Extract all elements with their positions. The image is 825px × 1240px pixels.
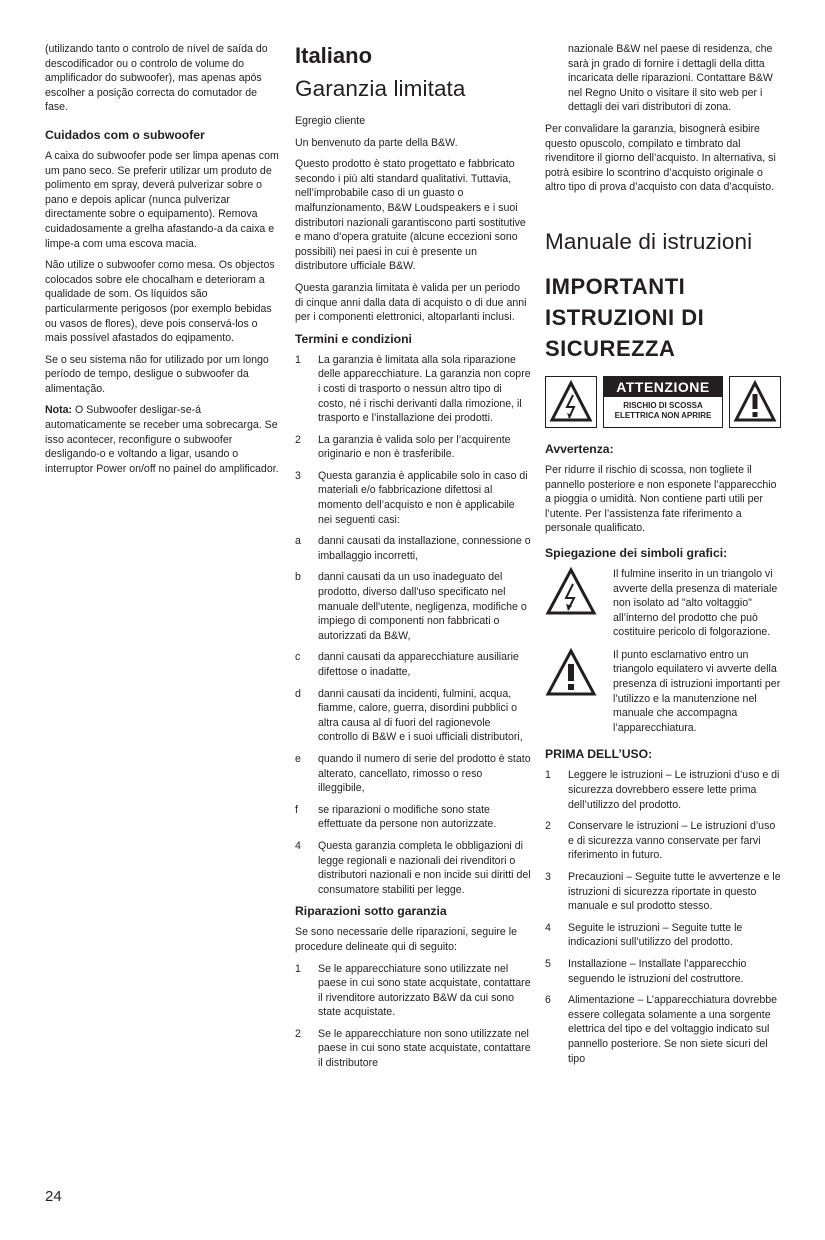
welcome: Un benvenuto da parte della B&W. (295, 136, 458, 149)
list-item-number: c (295, 651, 301, 664)
attention-label: ATTENZIONE (604, 377, 722, 397)
exclamation-box (729, 376, 781, 428)
list-item-text: danni causati da un uso inadeguato del prodotto, diverso dall'uso specificato nel manuale dell'utente, negligenza, modifiche o impiego di componenti non fabbricati o autorizzati da B&W, (318, 571, 527, 642)
column-italian-safety (545, 42, 781, 1073)
list-item-number: 3 (295, 469, 301, 482)
symbols-heading: Spiegazione dei simboli grafici: (545, 545, 728, 560)
list-item-number: d (295, 687, 301, 700)
list-item-number: 2 (295, 1027, 301, 1040)
terms-heading: Termini e condizioni (295, 331, 412, 346)
list-item-number: 6 (545, 994, 551, 1007)
paragraph: Questa garanzia limitata è valida per un periodo di cinque anni dalla data di acquisto o di due anni per i componenti elettronici, altoparlanti inclusi. (295, 281, 527, 324)
list-item-text: se riparazioni o modifiche sono state effettuate da persone non autorizzate. (318, 803, 497, 831)
paragraph: Per convalidare la garanzia, bisognerà esibire questo opuscolo, compilato e timbrato dal rivenditore il giorno dell’acquisto. In alternativa, si potrà esibire lo scontrino d’acquisto originale o altro tipo di prova d’acquisto con data d’acquisto. (545, 122, 776, 194)
list-item (545, 993, 781, 1066)
warning-text: Per ridurre il rischio di scossa, non togliete il pannello posteriore e non esponete l’apparecchio a pioggia o umidità. Non contiene parti utili per l’utente. Per l’assistenza fate riferimento a personale qualificato. (545, 463, 777, 535)
symbol2-text: Il punto esclamativo entro un triangolo equilatero vi avverte della presenza di istruzioni importanti per l’utilizzo e la manutenzione nel manuale che accompagna l’apparecchiatura. (613, 648, 781, 734)
list-item-number: 1 (295, 962, 301, 975)
list-item-text: La garanzia è limitata alla sola riparazione delle apparecchiature. La garanzia non copre i costi di trasporto o nessun altro tipo di costo, né i rischi derivanti dalla rimozione, il trasporto e l’installazione dei prodotti. (318, 353, 531, 425)
lightning-symbol-icon (545, 567, 597, 617)
before-use-list (545, 768, 781, 1066)
list-item (295, 839, 531, 897)
list-item-number: b (295, 571, 301, 584)
list-item-number: 2 (295, 433, 301, 446)
safety-title: IMPORTANTI ISTRUZIONI DI SICUREZZA (545, 273, 705, 361)
paragraph: Questo prodotto è stato progettato e fabbricato secondo i più alti standard qualitativi. Tuttavia, nell’improbabile caso di un guasto o malfunzionamento, B&W Loudspeakers e i suoi distributori nazionali garantiscono parti sostitutive e mano d’opera gratuite (alcune eccezioni sono possibili) nei paesi in cui è presente un distributore ufficiale B&W. (295, 158, 526, 273)
manual-title: Manuale di istruzioni (545, 228, 753, 254)
list-item-text: quando il numero di serie del prodotto è stato alterato, cancellato, rimosso o reso illeggibile, (318, 752, 531, 795)
list-item-text: Questa garanzia è applicabile solo in caso di materiali e/o fabbricazione difettosi al momento dell’acquisto e non è applicabile nei seguenti casi: (318, 469, 528, 526)
column-italian-warranty (295, 42, 531, 1078)
section-heading: Cuidados com o subwoofer (45, 127, 205, 142)
list-item-text: Alimentazione – L’apparecchiatura dovrebbe essere collegata solamente a una sorgente elettrica del tipo e del voltaggio indicato sul pannello posteriore. Se non siete sicuri del tipo (568, 994, 778, 1065)
note-paragraph (45, 403, 281, 476)
list-item-number: a (295, 535, 301, 548)
page-number: 24 (45, 1188, 62, 1205)
note-text: O Subwoofer desligar-se-á automaticamente se receber uma sobrecarga. Se isso acontecer, reconfigure o subwoofer desligando-o e voltando a ligar, usando o interruptor Power on/off no painel do amplificador. (45, 404, 279, 475)
list-item-text: Conservare le istruzioni – Le istruzioni d’uso e di sicurezza vanno conservate per farvi riferimento in futuro. (568, 820, 776, 862)
list-item-text: La garanzia è valida solo per l’acquirente originario e non è trasferibile. (318, 433, 511, 461)
exclamation-triangle-icon (733, 380, 777, 424)
list-item-number: 4 (545, 921, 551, 934)
attention-box (603, 376, 723, 428)
repairs-intro: Se sono necessarie delle riparazioni, seguire le procedure delineate qui di seguito: (295, 926, 518, 953)
list-item (545, 819, 781, 863)
column-portuguese (45, 42, 281, 483)
list-item (295, 803, 531, 832)
paragraph: (utilizando tanto o controlo de nível de saída do descodificador ou o controlo de volume do amplificador do subwoofer), mas apenas após escolher a posição correcta do comutador de fase. (45, 43, 268, 114)
paragraph: Se o seu sistema não for utilizado por um longo período de tempo, desligue o subwoofer da alimentação. (45, 353, 269, 395)
repairs-heading: Riparazioni sotto garanzia (295, 904, 447, 919)
list-item (295, 650, 531, 679)
list-item-number: 1 (295, 353, 301, 366)
warranty-title: Garanzia limitata (295, 76, 466, 101)
lightning-triangle-icon (549, 380, 593, 424)
list-item-number: f (295, 803, 298, 816)
attention-sub: RISCHIO DI SCOSSA ELETTRICA NON APRIRE (614, 400, 712, 420)
list-item-text: Precauzioni – Seguite tutte le avvertenze e le istruzioni di sicurezza riportate in questo manuale e sul prodotto stesso. (568, 871, 781, 913)
before-use-heading: PRIMA DELL’USO: (545, 747, 653, 762)
list-item (545, 870, 781, 914)
greeting: Egregio cliente (295, 115, 366, 127)
warning-heading: Avvertenza: (545, 441, 614, 456)
list-item-text: Se le apparecchiature non sono utilizzate nel paese in cui sono state acquistate, contattare il distributore (318, 1027, 531, 1070)
repairs-list (295, 962, 531, 1071)
symbol1-text: Il fulmine inserito in un triangolo vi avverte della presenza di materiale non isolato ad "alto voltaggio" all’interno del prodotto che può costituire pericolo di folgorazione. (613, 567, 778, 639)
list-item-text: danni causati da apparecchiature ausiliarie difettose o inadatte, (318, 651, 519, 678)
warning-label (545, 374, 781, 430)
list-item-text: Seguite le istruzioni – Seguite tutte le indicazioni sull’utilizzo del prodotto. (568, 921, 743, 949)
note-label: Nota: (45, 404, 73, 417)
symbol-exclamation-row (545, 648, 781, 736)
list-item (295, 353, 531, 426)
list-item (295, 433, 531, 462)
list-item-text: Se le apparecchiature sono utilizzate nel paese in cui sono state acquistate, contattare il rivenditore autorizzato B&W da cui sono state acquistate. (318, 962, 531, 1019)
list-item-text: danni causati da installazione, connessione o imballaggio incorretti, (318, 535, 531, 562)
list-item (295, 469, 531, 527)
list-item-number: 4 (295, 839, 301, 852)
list-item-text: Leggere le istruzioni – Le istruzioni d’uso e di sicurezza dovrebbero essere lette prima dell’utilizzo del prodotto. (568, 769, 780, 811)
terms-list (295, 353, 531, 898)
list-item (545, 921, 781, 950)
list-item (295, 962, 531, 1020)
language-heading: Italiano (295, 43, 373, 68)
list-item (295, 752, 531, 796)
list-item-number: 3 (545, 871, 551, 883)
list-item (295, 1027, 531, 1071)
symbol-lightning-row (545, 567, 781, 640)
continued-text: nazionale B&W nel paese di residenza, che sarà jn grado di fornire i dettagli della ditta incaricata delle riparazioni. Contattare B&W nel Regno Unito o visitare il sito web per i dettagli dei vari distributori di zona. (568, 43, 773, 114)
lightning-box (545, 376, 597, 428)
list-item (295, 534, 531, 563)
list-item-number: 5 (545, 957, 551, 970)
list-item-text: Questa garanzia completa le obbligazioni di legge regionali e nazionali dei rivenditori o distributori nazionali e non incide sui diritti del consumatore stabiliti per legge. (318, 839, 531, 896)
list-item-number: e (295, 752, 301, 765)
list-item-number: 2 (545, 820, 551, 833)
list-item (295, 570, 531, 643)
list-item (295, 687, 531, 745)
list-item-text: Installazione – Installate l’apparecchio seguendo le istruzioni del costruttore. (568, 957, 747, 985)
paragraph: A caixa do subwoofer pode ser limpa apenas com um pano seco. Se preferir utilizar um produto de polimento em spray, deverá pulverizar sobre o pano e depois aplicar (nunca pulverizar directamente sobre o equipamento). Remova cuidadosamente a grelha afastando-a da caixa e limpe-a com uma escova macia. (45, 149, 279, 250)
list-item-text: danni causati da incidenti, fulmini, acqua, fiamme, calore, guerra, disordini pubblici o altra causa al di fuori del ragionevole controllo di B&W e i suoi ufficiali distributori, (318, 687, 523, 744)
list-item (545, 768, 781, 812)
list-item-number: 1 (545, 769, 551, 782)
exclamation-symbol-icon (545, 648, 597, 698)
paragraph: Não utilize o subwoofer como mesa. Os objectos colocados sobre ele chocalham e deterioram a qualidade de som. Os líquidos são particularmente perigosos (por exemplo bebidas ou vasos de flores), deve pois conservá-los o mais possível afastados do eqipamento. (45, 259, 275, 345)
list-item (545, 957, 781, 986)
